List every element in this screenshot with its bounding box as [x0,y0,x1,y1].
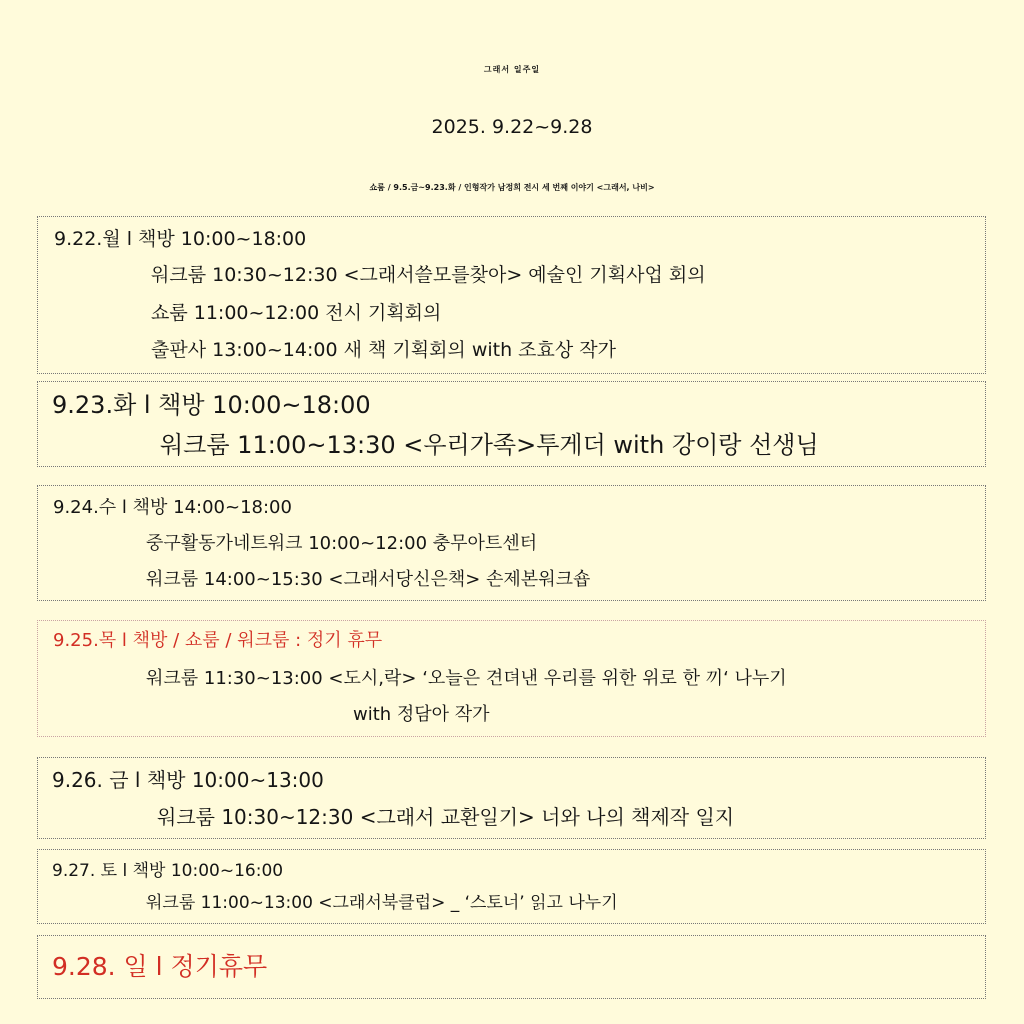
day-heading: 9.27. 토 l 책방 10:00~16:00 [52,861,284,881]
day-box-0922 [37,216,986,374]
event-line: 워크룸 10:30~12:30 <그래서 교환일기> 너와 나의 책제작 일지 [157,805,735,829]
day-heading: 9.23.화 l 책방 10:00~18:00 [52,391,371,419]
day-heading: 9.22.월 l 책방 10:00~18:00 [54,228,307,250]
event-line: 워크룸 11:30~13:00 <도시,락> ‘오늘은 견뎌낸 우리를 위한 위로 한 끼‘ 나누기 [146,668,787,689]
day-box-0923 [37,381,986,467]
day-heading: 9.28. 일 l 정기휴무 [52,952,268,981]
day-heading: 9.26. 금 l 책방 10:00~13:00 [52,768,324,792]
day-box-0928 [37,935,986,999]
showroom-notice: 쇼룸 / 9.5.금~9.23.화 / 인형작가 남정희 전시 세 번째 이야기 <그래서, 나비> [369,183,655,192]
event-line: 출판사 13:00~14:00 새 책 기획회의 with 조효상 작가 [151,339,616,361]
day-heading: 9.24.수 l 책방 14:00~18:00 [53,497,292,518]
day-box-0926 [37,757,986,839]
event-line: 중구활동가네트워크 10:00~12:00 충무아트센터 [146,533,538,554]
day-box-0924 [37,485,986,601]
event-line: 워크룸 14:00~15:30 <그래서당신은책> 손제본워크숍 [146,569,591,590]
event-line: 쇼룸 11:00~12:00 전시 기획회의 [151,302,442,324]
day-box-0927 [37,849,986,924]
event-line: 워크룸 10:30~12:30 <그래서쓸모를찾아> 예술인 기획사업 회의 [151,264,706,286]
page-title: 그래서 일주일 [483,65,541,74]
day-box-0925 [37,620,986,737]
event-line: with 정담아 작가 [353,704,490,725]
event-line: 워크룸 11:00~13:00 <그래서북클럽> _ ‘스토너’ 읽고 나누기 [146,893,618,913]
day-heading: 9.25.목 l 책방 / 쇼룸 / 워크룸 : 정기 휴무 [53,630,383,651]
event-line: 워크룸 11:00~13:30 <우리가족>투게더 with 강이랑 선생님 [160,431,819,459]
date-range: 2025. 9.22~9.28 [431,116,593,138]
